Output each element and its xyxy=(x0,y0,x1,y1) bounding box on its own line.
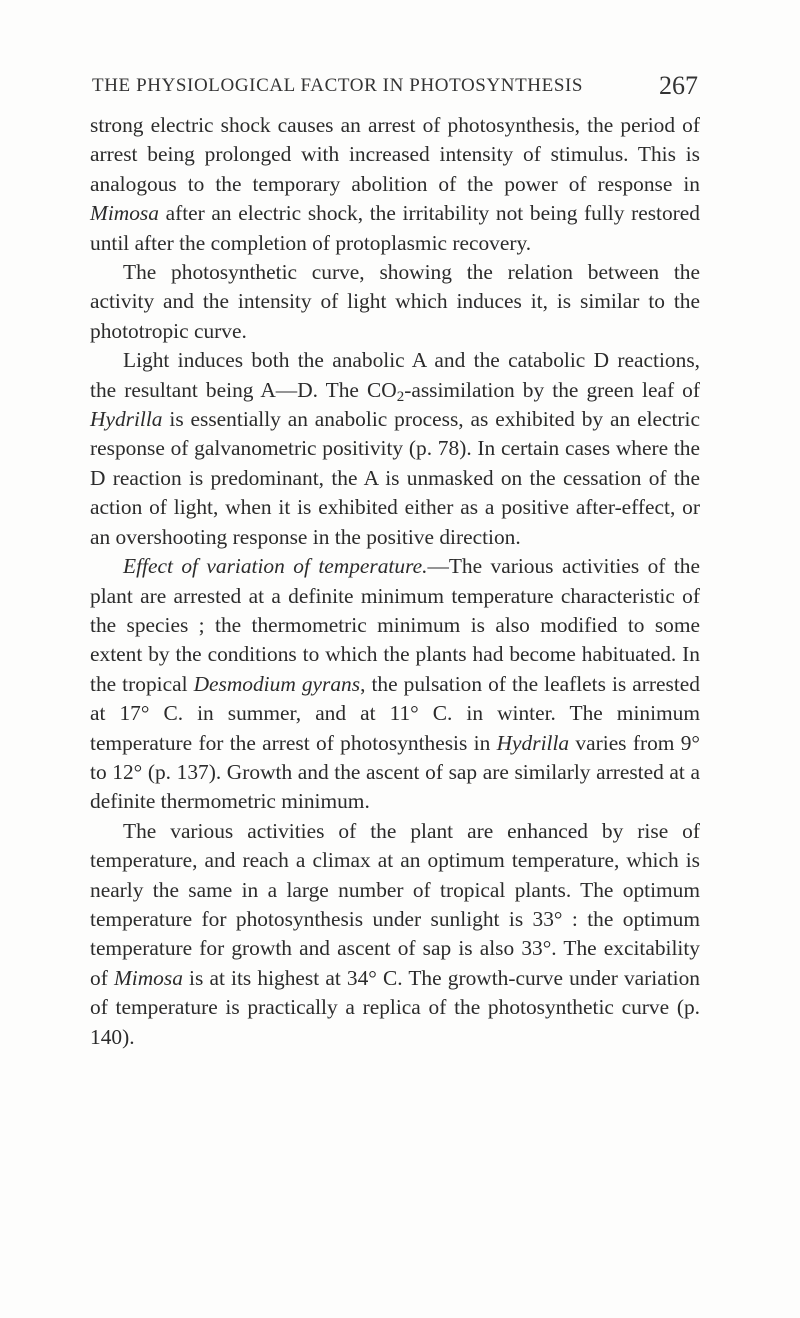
paragraph-5: The various activities of the plant are enhanced by rise of temperature, and reach a climax at an optimum temperature, which is nearly the same in a large number of tropical plants. The optimum temperature for photosynthesis under sunlight is 33° : the optimum temperature for growth and ascent of sap is also 33°. The excitability of Mimosa is at its highest at 34° C. The growth-curve under variation of temperature is practically a replica of the photosynthetic curve (p. 140). xyxy=(90,818,700,1049)
running-head xyxy=(92,71,698,105)
paragraph-4: Effect of variation of temperature.—The various activities of the plant are arrested at a definite minimum temperature characteristic of the species ; the thermometric minimum is also modified to some extent by the conditions to which the plants had become habituated. In the tropical Desmodium gyrans, the pulsation of the leaflets is arrested at 17° C. in summer, and at 11° C. in winter. The minimum temperature for the arrest of photosynthesis in Hydrilla varies from 9° to 12° (p. 137). Growth and the ascent of sap are similarly arrested at a definite thermometric minimum. xyxy=(90,554,700,814)
paragraph-1: strong electric shock causes an arrest of photosynthesis, the period of arrest being prolonged with increased intensity of stimulus. This is analogous to the temporary abolition of the power of response in Mimosa after an electric shock, the irritability not being fully restored until after the completion of protoplasmic recovery. xyxy=(90,113,700,255)
page-number: 267 xyxy=(659,71,698,100)
running-title: THE PHYSIOLOGICAL FACTOR IN PHOTOSYNTHESIS xyxy=(92,75,584,96)
paragraph-2: The photosynthetic curve, showing the relation between the activity and the intensity of light which induces it, is similar to the phototropic curve. xyxy=(90,260,700,343)
body-text xyxy=(90,111,700,1052)
section-heading: Effect of variation of temperature. xyxy=(123,554,428,579)
paragraph-3: Light induces both the anabolic A and the catabolic D reactions, the resultant being A—D. The $CO_2$-assimilation by the green leaf of Hydrilla is essentially an anabolic process, as exhibited by an electric response of galvanometric positivity (p. 78). In certain cases where the D reaction is predominant, the A is unmasked on the cessation of the action of light, when it is exhibited either as a positive after-effect, or an overshooting response in the positive direction. xyxy=(90,348,700,549)
